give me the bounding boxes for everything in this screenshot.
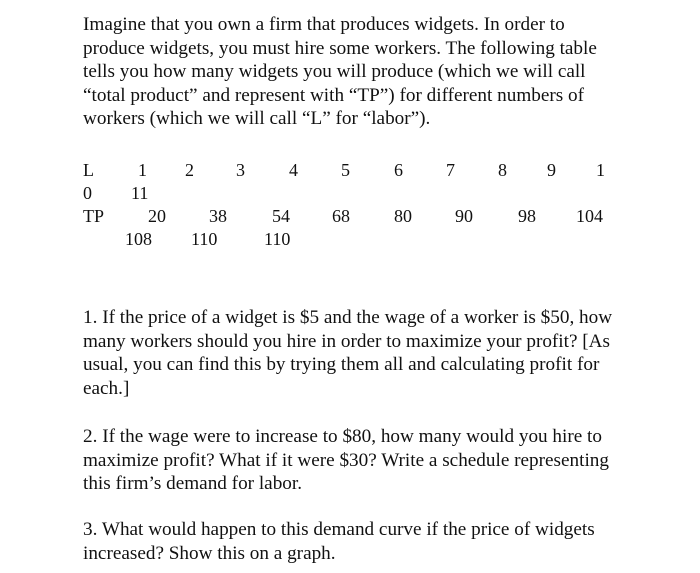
- table-cell: 68: [332, 206, 350, 226]
- table-row-labor: [83, 160, 643, 184]
- intro-paragraph: Imagine that you own a firm that produces widgets. In order to produce widgets, you must hire some workers. The following table tells you how many widgets you will produce (which we will call “total product” and represent with “TP”) for different numbers of workers (which we will call “L” for “labor”).: [83, 14, 597, 130]
- table-cell: 98: [518, 206, 536, 226]
- question-3: 3. What would happen to this demand curve if the price of widgets increased? Show this on a graph.: [83, 519, 595, 564]
- table-cell: L: [83, 160, 94, 180]
- table-cell: 11: [131, 183, 149, 203]
- table-cell: 54: [272, 206, 290, 226]
- table-cell: 1: [138, 160, 147, 180]
- table-cell: 20: [148, 206, 166, 226]
- table-cell: 108: [125, 229, 152, 249]
- question-1: 1. If the price of a widget is $5 and the wage of a worker is $50, how many workers should you hire in order to maximize your profit? [As usual, you can find this by trying them all and calculating profit for each.]: [83, 307, 613, 399]
- table-cell: 3: [236, 160, 245, 180]
- table-cell: 110: [191, 229, 218, 249]
- table-row-labor-wrap: [83, 183, 643, 207]
- table-row-total-product: [83, 206, 643, 230]
- table-cell: 7: [446, 160, 455, 180]
- table-cell: 80: [394, 206, 412, 226]
- table-cell: 8: [498, 160, 507, 180]
- table-cell: 0: [83, 183, 92, 203]
- table-cell: 110: [264, 229, 291, 249]
- table-cell: 1: [596, 160, 605, 180]
- table-cell: 104: [576, 206, 603, 226]
- table-cell: TP: [83, 206, 105, 226]
- table-cell: 9: [547, 160, 556, 180]
- table-row-total-product-wrap: [83, 229, 643, 253]
- table-cell: 5: [341, 160, 350, 180]
- table-cell: 2: [185, 160, 194, 180]
- table-cell: 38: [209, 206, 227, 226]
- table-cell: 6: [394, 160, 403, 180]
- question-2: 2. If the wage were to increase to $80, how many would you hire to maximize profit? What if it were $30? Write a schedule representing this firm’s demand for labor.: [83, 426, 609, 495]
- table-cell: 90: [455, 206, 473, 226]
- table-cell: 4: [289, 160, 298, 180]
